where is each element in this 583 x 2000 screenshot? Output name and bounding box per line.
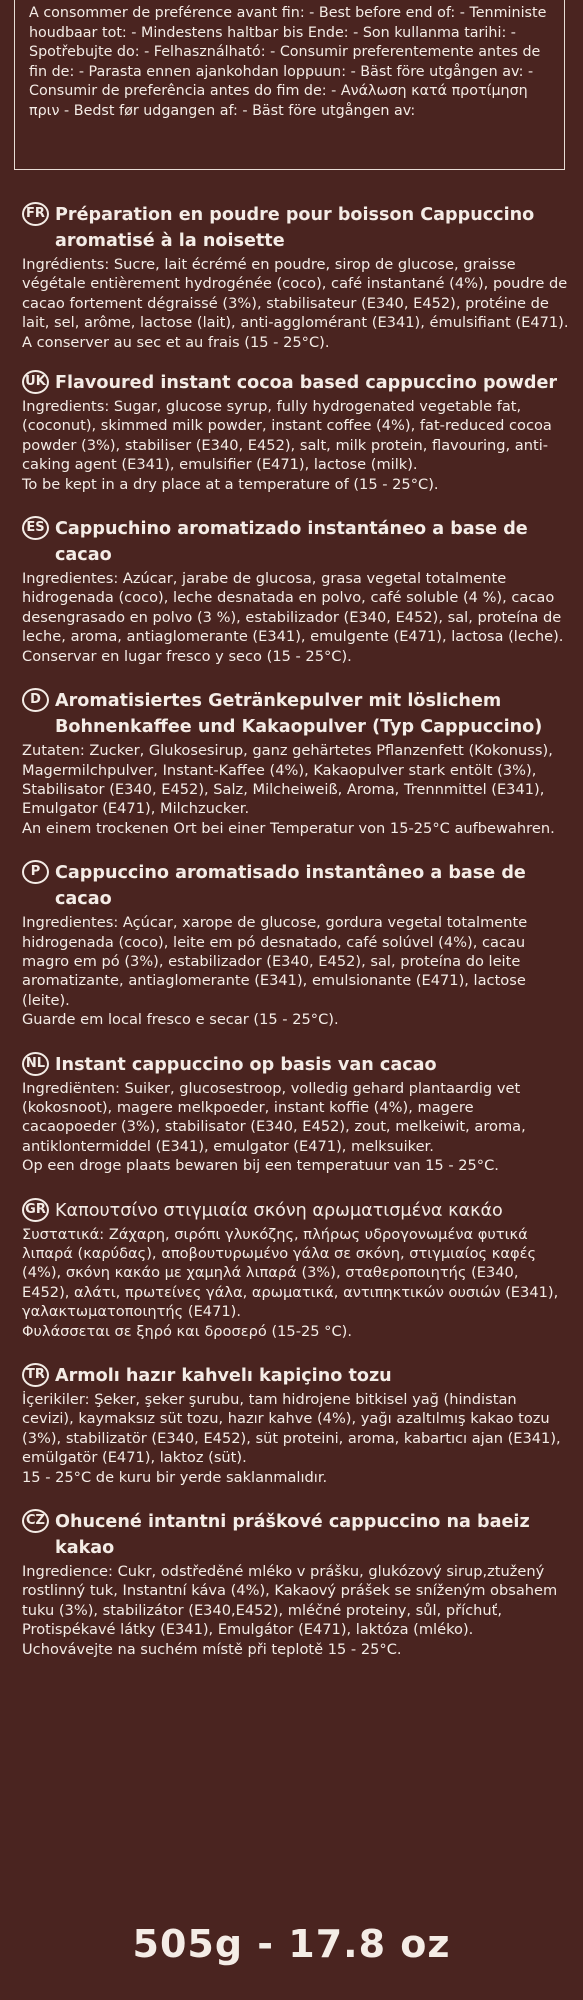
section-title: Instant cappuccino op basis van cacao [55,1054,437,1075]
section-es [22,516,570,666]
best-before-box [14,0,565,170]
language-badge-nl: NL [22,1052,49,1076]
storage-text: Conservar en lugar fresco y seco (15 - 25°C). [22,647,352,665]
ingredients-text: Συστατικά: Ζάχαρη, σιρόπι γλυκόζης, πλήρως υδρογονωμένα φυτικά λιπαρά (καρύδας), αποβουτυρωμένο γάλα σε σκόνη, στιγμιαίος καφές (4%), σκόνη κακάο με χαμηλά λιπαρά (3%), σταθεροποιητής (E340, E452), αλάτι, πρωτείνες γάλα, αρωματικά, αντιπηκτικών ουσιών (E341), γαλακτωματοποιητής (E471). [22,1225,559,1321]
section-d [22,688,570,838]
language-badge-fr: FR [22,202,49,226]
language-badge-gr: GR [22,1198,49,1222]
section-title: Cappuccino aromatisado instantâneo a base de cacao [55,863,526,910]
section-title: Ohucené intantni práškové cappuccino na baeiz kakao [55,1512,530,1559]
ingredient-sections [22,202,570,1681]
storage-text: An einem trockenen Ort bei einer Temperatur von 15-25°C aufbewahren. [22,819,555,837]
storage-text: A conserver au sec et au frais (15 - 25°C). [22,333,330,351]
ingredients-text: Ingredientes: Açúcar, xarope de glucose, gordura vegetal totalmente hidrogenada (coco), leite em pó desnatado, café solúvel (4%), cacau magro em pó (3%), estabilizador (E340, E452), sal, proteína do leite aromatizante, antiaglomerante (E341), emulsionante (E471), lactose (leite). [22,914,528,1009]
ingredients-text: Zutaten: Zucker, Glukosesirup, ganz gehärtetes Pflanzenfett (Kokonuss), Magermilchpulver, Instant-Kaffee (4%), Kakaopulver stark entölt (3%), Stabilisator (E340, E452), Salz, Milcheiweiß, Aroma, Trennmittel (E341), Emulgator (E471), Milchzucker. [22,742,553,818]
language-badge-p: P [22,860,49,884]
storage-text: Uchovávejte na suchém místě při teplotě 15 - 25°C. [22,1640,402,1658]
storage-text: Op een droge plaats bewaren bij een temperatuur van 15 - 25°C. [22,1157,499,1175]
ingredients-text: Ingrediënten: Suiker, glucosestroop, volledig gehard plantaardig vet (kokosnoot), magere melkpoeder, instant koffie (4%), magere cacaopoeder (3%), stabilisator (E340, E452), zout, melkeiwit, aroma, antiklontermiddel (E341), emulgator (E471), melksuiker. [22,1079,526,1155]
section-title: Armolı hazır kahvelı kapiçino tozu [55,1366,392,1387]
section-nl [22,1052,570,1176]
section-title: Καπουτσίνο στιγμιαία σκόνη αρωματισμένα κακάο [55,1200,503,1221]
section-title: Cappuchino aromatizado instantáneo a base de cacao [55,519,528,566]
section-title: Flavoured instant cocoa based cappuccino powder [55,373,558,394]
storage-text: 15 - 25°C de kuru bir yerde saklanmalıdır. [22,1468,328,1486]
storage-text: To be kept in a dry place at a temperature of (15 - 25°C). [22,475,439,493]
ingredients-text: Ingredientes: Azúcar, jarabe de glucosa, grasa vegetal totalmente hidrogenada (coco), leche desnatada en polvo, café soluble (4 %), cacao desengrasado en polvo (3 %), estabilizador (E340, E452), sal, proteína de leche, aroma, antiaglomerante (E341), emulgente (E471), lactosa (leche). [22,570,564,646]
section-tr [22,1363,570,1487]
ingredients-text: Ingrédients: Sucre, lait écrémé en poudre, sirop de glucose, graisse végétale entièrement hydrogénée (coco), café instantané (4%), poudre de cacao fortement dégraissé (3%), stabilisateur (E340, E452), protéine de lait, sel, arôme, lactose (lait), anti-agglomérant (E341), émulsifiant (E471). [22,256,569,332]
section-fr [22,202,570,352]
section-cz [22,1509,570,1659]
section-gr [22,1198,570,1341]
storage-text: Φυλάσσεται σε ξηρό και δροσερό (15-25 °C). [22,1322,352,1340]
language-badge-cz: CZ [22,1509,49,1533]
section-p [22,860,570,1029]
best-before-text: A consommer de preférence avant fin: - Best before end of: - Tenministe houdbaar tot: - Mindestens haltbar bis Ende: - Son kullanma tarihi: - Spotřebujte do: - Felhasználható: - Consumir preferentemente antes de fin de: - Parasta ennen ajankohdan loppuun: - Bäst före utgången av: - Consumir de preferência antes do fim de: - Ανάλωση κατά προτίμηση πριν - Bedst før udgangen af: - Bäst före utgången av: [29,5,547,119]
ingredients-text: Ingredience: Cukr, odstředěné mléko v prášku, glukózový sirup,ztužený rostlinný tuk, Instantní káva (4%), Kakaový prášek se sníženým obsahem tuku (3%), stabilizátor (E340,E452), mléčné proteiny, sůl, příchuť, Protispékavé látky (E341), Emulgátor (E471), laktóza (mléko). [22,1563,558,1639]
language-badge-d: D [22,688,49,712]
section-title: Préparation en poudre pour boisson Cappuccino aromatisé à la noisette [55,205,535,251]
ingredients-text: İçerikiler: Şeker, şeker şurubu, tam hidrojene bitkisel yağ (hindistan cevizi), kaymaksız süt tozu, hazır kahve (4%), yağı azaltılmış kakao tozu (3%), stabilizatör (E340, E452), süt proteini, aroma, kabartıcı ajan (E341), emülgatör (E471), laktoz (süt). [22,1391,561,1467]
language-badge-uk: UK [22,370,49,394]
storage-text: Guarde em local fresco e secar (15 - 25°C). [22,1011,339,1029]
language-badge-es: ES [22,516,49,540]
net-weight: 505g - 17.8 oz [132,1922,451,1966]
section-title: Aromatisiertes Getränkepulver mit löslichem Bohnenkaffee und Kakaopulver (Typ Cappuccino) [55,691,543,738]
ingredients-text: Ingredients: Sugar, glucose syrup, fully hydrogenated vegetable fat,(coconut), skimmed milk powder, instant coffee (4%), fat-reduced cocoa powder (3%), stabiliser (E340, E452), salt, milk protein, flavouring, anti-caking agent (E341), emulsifier (E471), lactose (milk). [22,398,552,474]
language-badge-tr: TR [22,1363,49,1387]
section-uk [22,370,570,494]
